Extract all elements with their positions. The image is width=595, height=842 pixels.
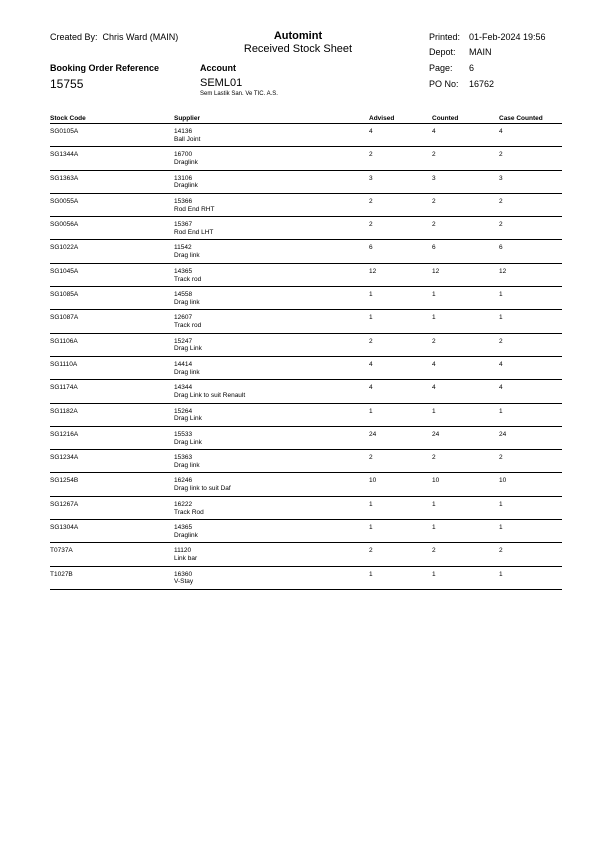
page-value: 6 [469, 63, 475, 73]
created-by-value: Chris Ward (MAIN) [102, 32, 179, 42]
depot-label: Depot: [429, 47, 456, 57]
table-row [50, 333, 562, 356]
cell-counted: 6 [432, 240, 499, 263]
cell-advised: 1 [369, 310, 432, 333]
cell-case-counted: 2 [499, 217, 562, 240]
supplier-code: 12607 [174, 314, 193, 322]
supplier-code: 16700 [174, 151, 193, 159]
supplier-description: V-Stay [174, 578, 194, 586]
supplier-code: 16246 [174, 477, 193, 485]
table-row [50, 356, 562, 379]
cell-supplier [174, 310, 369, 333]
po-row [429, 79, 494, 89]
supplier-code: 15533 [174, 430, 193, 438]
cell-counted: 1 [432, 566, 499, 589]
supplier-code: 16360 [174, 570, 193, 578]
table-row [50, 193, 562, 216]
supplier-code: 14365 [174, 267, 193, 275]
cell-advised: 2 [369, 217, 432, 240]
supplier-description: Drag Link [174, 345, 202, 353]
cell-supplier [174, 543, 369, 566]
po-label: PO No: [429, 79, 459, 89]
cell-advised: 4 [369, 356, 432, 379]
printed-label: Printed: [429, 32, 461, 42]
cell-stock-code: SG0055A [50, 193, 174, 216]
supplier-description: Rod End LHT [174, 228, 214, 236]
cell-counted: 2 [432, 450, 499, 473]
cell-case-counted: 1 [499, 566, 562, 589]
cell-advised: 1 [369, 403, 432, 426]
cell-case-counted: 2 [499, 450, 562, 473]
supplier-code: 14344 [174, 384, 193, 392]
table-row [50, 124, 562, 147]
supplier-code: 15367 [174, 221, 193, 229]
cell-case-counted: 4 [499, 380, 562, 403]
cell-advised: 1 [369, 496, 432, 519]
account-code: SEML01 [200, 77, 243, 89]
cell-advised: 2 [369, 147, 432, 170]
cell-supplier [174, 287, 369, 310]
supplier-code: 11542 [174, 244, 192, 252]
cell-counted: 1 [432, 520, 499, 543]
booking-reference-value: 15755 [50, 77, 84, 91]
supplier-code: 15363 [174, 454, 193, 462]
cell-supplier [174, 380, 369, 403]
supplier-description: Drag link to suit Daf [174, 485, 231, 493]
supplier-code: 15247 [174, 337, 193, 345]
col-case-counted: Case Counted [499, 112, 562, 124]
stock-table [50, 112, 562, 590]
cell-supplier [174, 263, 369, 286]
supplier-code: 15366 [174, 197, 193, 205]
cell-supplier [174, 170, 369, 193]
cell-supplier [174, 147, 369, 170]
supplier-code: 14365 [174, 524, 193, 532]
table-row [50, 520, 562, 543]
supplier-description: Drag link [174, 252, 200, 260]
cell-case-counted: 2 [499, 333, 562, 356]
cell-counted: 1 [432, 496, 499, 519]
supplier-code: 14136 [174, 128, 193, 135]
supplier-description: Draglink [174, 531, 198, 539]
supplier-description: Drag Link [174, 438, 202, 446]
cell-case-counted: 12 [499, 263, 562, 286]
cell-case-counted: 1 [499, 403, 562, 426]
cell-advised: 4 [369, 124, 432, 147]
cell-stock-code: SG1254B [50, 473, 174, 496]
cell-advised: 24 [369, 426, 432, 449]
cell-stock-code: T1027B [50, 566, 174, 589]
cell-case-counted: 2 [499, 543, 562, 566]
cell-supplier [174, 496, 369, 519]
cell-advised: 4 [369, 380, 432, 403]
created-by-label: Created By: [50, 32, 98, 42]
cell-stock-code: SG1174A [50, 380, 174, 403]
cell-counted: 12 [432, 263, 499, 286]
cell-advised: 10 [369, 473, 432, 496]
cell-counted: 10 [432, 473, 499, 496]
cell-stock-code: SG0105A [50, 124, 174, 147]
cell-counted: 1 [432, 310, 499, 333]
table-row [50, 170, 562, 193]
supplier-code: 13106 [174, 174, 193, 182]
cell-counted: 2 [432, 333, 499, 356]
cell-case-counted: 1 [499, 287, 562, 310]
cell-case-counted: 6 [499, 240, 562, 263]
cell-stock-code: SG1267A [50, 496, 174, 519]
cell-case-counted: 2 [499, 147, 562, 170]
cell-supplier [174, 426, 369, 449]
cell-counted: 4 [432, 124, 499, 147]
cell-counted: 3 [432, 170, 499, 193]
supplier-description: Drag Link [174, 415, 202, 423]
cell-advised: 2 [369, 333, 432, 356]
supplier-code: 16222 [174, 500, 193, 508]
depot-value: MAIN [469, 47, 492, 57]
account-label: Account [200, 63, 236, 73]
cell-counted: 1 [432, 403, 499, 426]
cell-stock-code: T0737A [50, 543, 174, 566]
supplier-description: Link bar [174, 555, 198, 563]
printed-value: 01-Feb-2024 19:56 [469, 32, 546, 42]
booking-reference-label: Booking Order Reference [50, 63, 160, 73]
cell-case-counted: 1 [499, 496, 562, 519]
cell-counted: 2 [432, 543, 499, 566]
supplier-description: Track rod [174, 322, 202, 330]
cell-supplier [174, 473, 369, 496]
table-row [50, 380, 562, 403]
cell-stock-code: SG1087A [50, 310, 174, 333]
supplier-description: Track rod [174, 275, 202, 283]
cell-case-counted: 10 [499, 473, 562, 496]
report-title-block [200, 30, 396, 55]
cell-stock-code: SG1363A [50, 170, 174, 193]
cell-stock-code: SG1106A [50, 333, 174, 356]
supplier-description: Ball Joint [174, 135, 201, 143]
cell-supplier [174, 193, 369, 216]
cell-stock-code: SG1182A [50, 403, 174, 426]
account-name: Sem Lastik San. Ve TIC. A.S. [200, 91, 278, 97]
supplier-description: Draglink [174, 182, 198, 190]
po-value: 16762 [469, 79, 495, 89]
report-subtitle: Received Stock Sheet [243, 43, 353, 55]
table-row [50, 287, 562, 310]
cell-case-counted: 3 [499, 170, 562, 193]
created-by [50, 32, 178, 42]
cell-case-counted: 4 [499, 124, 562, 147]
page-row [429, 63, 474, 73]
table-row [50, 426, 562, 449]
supplier-description: Draglink [174, 159, 198, 167]
supplier-description: Drag link [174, 461, 200, 469]
cell-advised: 12 [369, 263, 432, 286]
col-counted: Counted [432, 112, 499, 124]
supplier-code: 11120 [174, 547, 192, 555]
cell-case-counted: 4 [499, 356, 562, 379]
cell-supplier [174, 450, 369, 473]
cell-case-counted: 1 [499, 310, 562, 333]
cell-advised: 1 [369, 566, 432, 589]
cell-advised: 2 [369, 193, 432, 216]
cell-counted: 1 [432, 287, 499, 310]
supplier-description: Drag link [174, 368, 200, 376]
table-row [50, 310, 562, 333]
cell-advised: 3 [369, 170, 432, 193]
cell-stock-code: SG1110A [50, 356, 174, 379]
company-title: Automint [273, 30, 323, 42]
cell-stock-code: SG1045A [50, 263, 174, 286]
cell-supplier [174, 333, 369, 356]
cell-counted: 2 [432, 217, 499, 240]
supplier-code: 14558 [174, 291, 193, 299]
cell-counted: 4 [432, 356, 499, 379]
table-row [50, 263, 562, 286]
cell-counted: 2 [432, 147, 499, 170]
cell-case-counted: 1 [499, 520, 562, 543]
table-row [50, 403, 562, 426]
cell-advised: 1 [369, 520, 432, 543]
table-row [50, 566, 562, 589]
cell-stock-code: SG0056A [50, 217, 174, 240]
cell-stock-code: SG1234A [50, 450, 174, 473]
depot-row [429, 47, 492, 57]
supplier-description: Track Rod [174, 508, 204, 516]
col-advised: Advised [369, 112, 432, 124]
cell-case-counted: 2 [499, 193, 562, 216]
cell-counted: 24 [432, 426, 499, 449]
table-row [50, 543, 562, 566]
supplier-code: 15264 [174, 407, 193, 415]
table-row [50, 217, 562, 240]
table-row [50, 240, 562, 263]
table-row [50, 450, 562, 473]
cell-supplier [174, 240, 369, 263]
cell-counted: 2 [432, 193, 499, 216]
col-stock-code: Stock Code [50, 112, 174, 124]
stock-table-body [50, 124, 562, 590]
table-row [50, 147, 562, 170]
supplier-code: 14414 [174, 360, 193, 368]
cell-supplier [174, 124, 369, 147]
supplier-description: Drag Link to suit Renault [174, 392, 246, 400]
cell-supplier [174, 403, 369, 426]
cell-supplier [174, 520, 369, 543]
cell-stock-code: SG1085A [50, 287, 174, 310]
supplier-description: Rod End RHT [174, 205, 215, 213]
cell-supplier [174, 217, 369, 240]
cell-case-counted: 24 [499, 426, 562, 449]
cell-advised: 2 [369, 450, 432, 473]
cell-stock-code: SG1022A [50, 240, 174, 263]
table-header-row [50, 112, 562, 124]
cell-advised: 2 [369, 543, 432, 566]
col-supplier: Supplier [174, 112, 369, 124]
cell-stock-code: SG1304A [50, 520, 174, 543]
printed-row [429, 32, 546, 42]
supplier-description: Drag link [174, 298, 200, 306]
cell-advised: 1 [369, 287, 432, 310]
table-row [50, 496, 562, 519]
cell-supplier [174, 566, 369, 589]
cell-stock-code: SG1344A [50, 147, 174, 170]
cell-stock-code: SG1216A [50, 426, 174, 449]
cell-counted: 4 [432, 380, 499, 403]
cell-advised: 6 [369, 240, 432, 263]
cell-supplier [174, 356, 369, 379]
table-row [50, 473, 562, 496]
page-label: Page: [429, 63, 453, 73]
